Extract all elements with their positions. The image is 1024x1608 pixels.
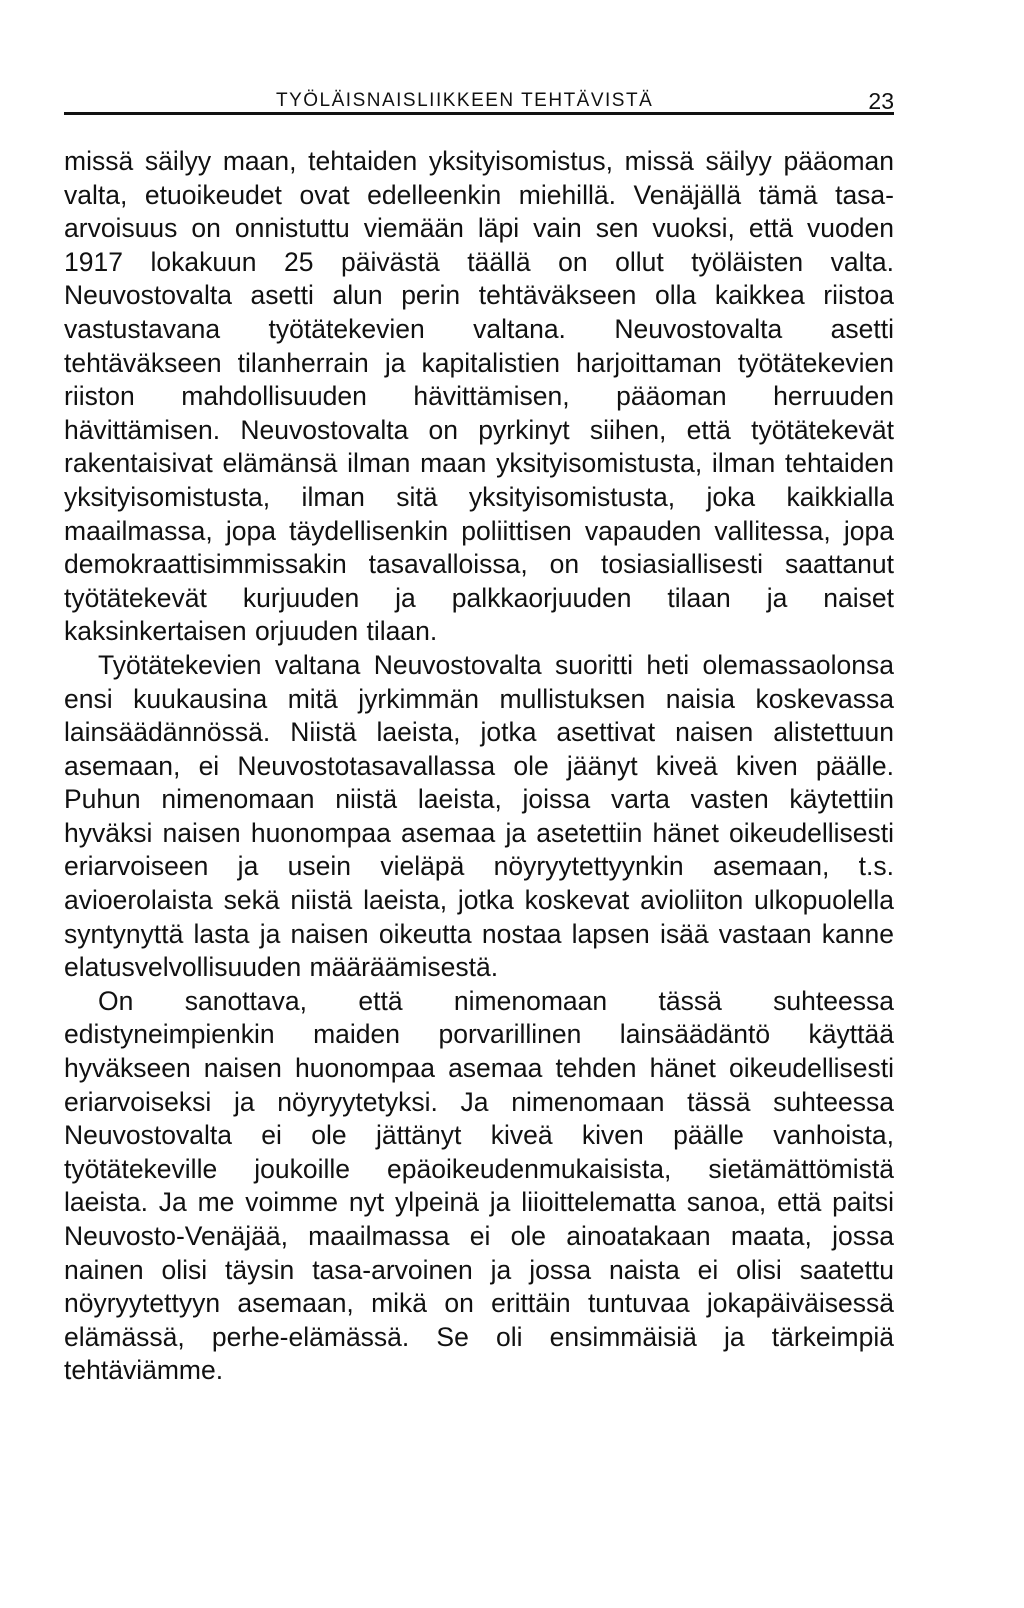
book-page [64,82,894,1388]
running-title: TYÖLÄISNAISLIIKKEEN TEHTÄVISTÄ [276,90,654,111]
body-text [64,145,894,1388]
paragraph-3: On sanottava, että nimenomaan tässä suhteessa edistyneimpienkin maiden porvarillinen lainsäädäntö käyttää hyväkseen naisen huonompaa asemaa tehden hänet oikeudellisesti eriarvoiseksi ja nöyryytetyksi. Ja nimenomaan tässä suhteessa Neuvostovalta ei ole jättänyt kiveä kiven päälle vanhoista, työtätekeville joukoille epäoikeudenmukaisista, sietämättömistä laeista. Ja me voimme nyt ylpeinä ja liioittelematta sanoa, että paitsi Neuvosto-Venäjää, maailmassa ei ole ainoatakaan maata, jossa nainen olisi täysin tasa-arvoinen ja jossa naista ei olisi saatettu nöyryytettyyn asemaan, mikä on erittäin tuntuvaa jokapäiväisessä elämässä, perhe-elämässä. Se oli ensimmäisiä ja tärkeimpiä tehtäviämme. [64,985,894,1386]
paragraph-1: missä säilyy maan, tehtaiden yksityisomistus, missä säilyy pääoman valta, etuoikeudet ovat edelleenkin miehillä. Venäjällä tämä tasa-arvoisuus on onnistuttu viemään läpi vain sen vuoksi, että vuoden 1917 lokakuun 25 päivästä täällä on ollut työläisten valta. Neuvostovalta asetti alun perin tehtäväkseen olla kaikkea riistoa vastustavana työtätekevien valtana. Neuvostovalta asetti tehtäväkseen tilanherrain ja kapitalistien harjoittaman työtätekevien riiston mahdollisuuden hävittämisen, pääoman herruuden hävittämisen. Neuvostovalta on pyrkinyt siihen, että työtätekevät rakentaisivat elämänsä ilman maan yksityisomistusta, ilman tehtaiden yksityisomistusta, ilman sitä yksityisomistusta, joka kaikkialla maailmassa, jopa täydellisenkin poliittisen vapauden vallitessa, jopa demokraattisimmissakin tasavalloissa, on tosiasiallisesti saattanut työtätekevät kurjuuden ja palkkaorjuuden tilaan ja naiset kaksinkertaisen orjuuden tilaan. [64,146,894,647]
page-header [64,82,894,115]
paragraph-2: Työtätekevien valtana Neuvostovalta suoritti heti olemassaolonsa ensi kuukausina mitä jyrkimmän mullistuksen naisia koskevassa lainsäädännössä. Niistä laeista, jotka asettivat naisen alistettuun asemaan, ei Neuvostotasavallassa ole jäänyt kiveä kiven päälle. Puhun nimenomaan niistä laeista, joissa varta vasten käytettiin hyväksi naisen huonompaa asemaa ja asetettiin hänet oikeudellisesti eriarvoiseen ja usein vieläpä nöyryytettyynkin asemaan, t.s. avioerolaista sekä niistä laeista, jotka koskevat avioliiton ulkopuolella syntynyttä lasta ja naisen oikeutta nostaa lapsen isää vastaan kanne elatusvelvollisuuden määräämisestä. [64,649,894,983]
page-number: 23 [868,88,894,114]
